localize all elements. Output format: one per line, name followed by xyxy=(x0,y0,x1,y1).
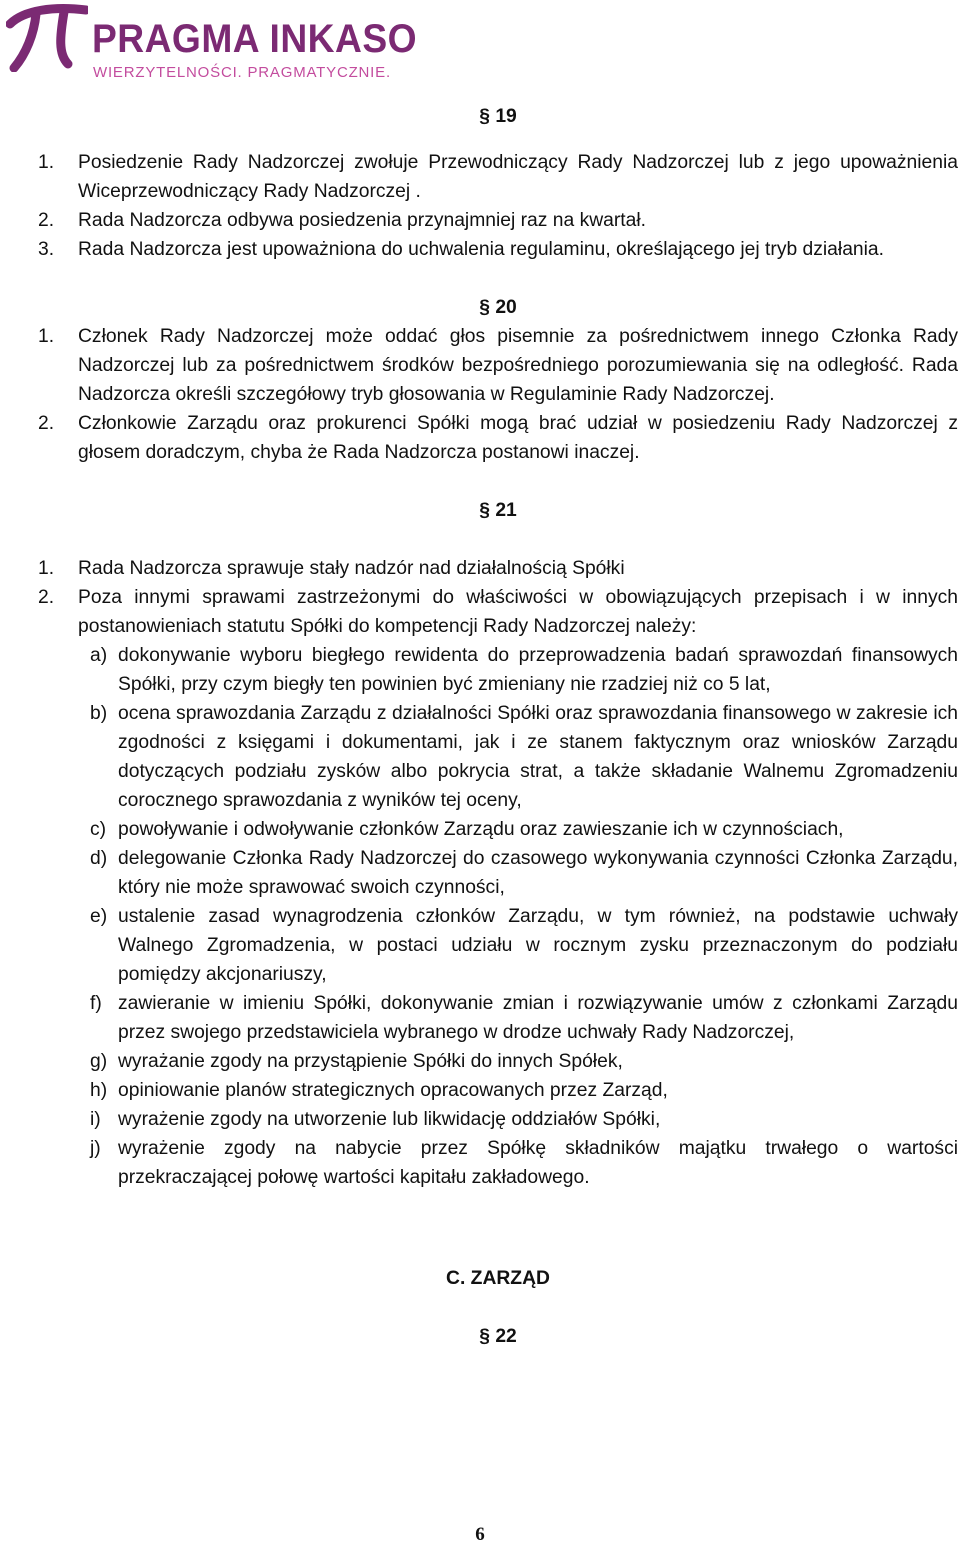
item-text: Rada Nadzorcza jest upoważniona do uchwalenia regulaminu, określającego jej tryb działania. xyxy=(78,239,884,260)
page-number: 6 xyxy=(475,1524,485,1545)
sub-item-text: wyrażenie zgody na utworzenie lub likwidację oddziałów Spółki, xyxy=(118,1109,661,1130)
sub-item-text: ocena sprawozdania Zarządu z działalności Spółki oraz sprawozdania finansowego w zakresie ich zgodności z księgami i dokumentami, jak i ze stanem faktycznym oraz wniosków Zarządu dotyczących podziału zysków albo pokrycia strat, a także składanie Walnemu Zgromadzeniu corocznego sprawozdania z wyników tej oceny, xyxy=(118,703,958,811)
item-number: 3. xyxy=(38,239,55,260)
sub-item-letter: h) xyxy=(90,1080,108,1101)
list-item xyxy=(38,583,958,641)
item-number: 1. xyxy=(38,558,55,579)
list-item xyxy=(38,554,958,583)
logo-name: PRAGMA INKASO xyxy=(92,17,418,61)
sub-item xyxy=(38,1105,958,1134)
chapter-heading: C. ZARZĄD xyxy=(446,1268,550,1289)
sub-item-text: zawieranie w imieniu Spółki, dokonywanie zmian i rozwiązywanie umów z członkami Zarządu przez swojego przedstawiciela wybranego w drodze uchwały Rady Nadzorczej, xyxy=(118,993,958,1043)
sub-item xyxy=(38,641,958,699)
sub-item-text: opiniowanie planów strategicznych opracowanych przez Zarząd, xyxy=(118,1080,668,1101)
pi-logo-icon xyxy=(6,2,88,72)
document-body xyxy=(38,102,958,1351)
section-heading-19: § 19 xyxy=(479,106,517,127)
list-item xyxy=(38,148,958,206)
sub-item xyxy=(38,1076,958,1105)
sub-item-letter: b) xyxy=(90,703,108,724)
sub-item-text: wyrażenie zgody na nabycie przez Spółkę składników majątku trwałego o wartości przekraczającej połowę wartości kapitału zakładowego. xyxy=(118,1138,958,1188)
sub-item-letter: d) xyxy=(90,848,108,869)
item-text: Członek Rady Nadzorczej może oddać głos pisemnie za pośrednictwem innego Członka Rady Nadzorczej lub za pośrednictwem środków bezpośredniego porozumiewania się na odległość. Rada Nadzorcza określi szczegółowy tryb głosowania w Regulaminie Rady Nadzorczej. xyxy=(78,326,958,405)
sub-item-text: dokonywanie wyboru biegłego rewidenta do przeprowadzenia badań sprawozdań finansowych Spółki, przy czym biegły ten powinien być zmieniany nie rzadziej niż co 5 lat, xyxy=(118,645,958,695)
sub-item-letter: a) xyxy=(90,645,108,666)
sub-item-text: delegowanie Członka Rady Nadzorczej do czasowego wykonywania czynności Członka Zarządu, który nie może sprawować swoich czynności, xyxy=(118,848,958,898)
item-text: Rada Nadzorcza odbywa posiedzenia przynajmniej raz na kwartał. xyxy=(78,210,647,231)
section-heading-21: § 21 xyxy=(479,500,517,521)
list-item xyxy=(38,322,958,409)
item-text: Posiedzenie Rady Nadzorczej zwołuje Przewodniczący Rady Nadzorczej lub z jego upoważnienia Wiceprzewodniczący Rady Nadzorczej . xyxy=(78,152,958,202)
list-item xyxy=(38,409,958,467)
sub-item-text: powoływanie i odwoływanie członków Zarządu oraz zawieszanie ich w czynnościach, xyxy=(118,819,844,840)
item-text: Członkowie Zarządu oraz prokurenci Spółki mogą brać udział w posiedzeniu Rady Nadzorczej z głosem doradczym, chyba że Rada Nadzorcza postanowi inaczej. xyxy=(78,413,958,463)
sub-item xyxy=(38,815,958,844)
sub-item-text: ustalenie zasad wynagrodzenia członków Zarządu, w tym również, na podstawie uchwały Walnego Zgromadzenia, w postaci udziału w rocznym zysku przeznaczonym do podziału pomiędzy akcjonariuszy, xyxy=(118,906,958,985)
sub-item-text: wyrażanie zgody na przystąpienie Spółki do innych Spółek, xyxy=(118,1051,623,1072)
section-heading-20: § 20 xyxy=(479,297,517,318)
sub-item xyxy=(38,1134,958,1192)
sub-item-letter: c) xyxy=(90,819,107,840)
sub-item-letter: j) xyxy=(90,1138,101,1159)
sub-item-letter: g) xyxy=(90,1051,108,1072)
sub-item xyxy=(38,902,958,989)
item-number: 2. xyxy=(38,210,55,231)
list-item xyxy=(38,206,958,235)
sub-item xyxy=(38,989,958,1047)
sub-item xyxy=(38,844,958,902)
item-text: Rada Nadzorcza sprawuje stały nadzór nad działalnością Spółki xyxy=(78,558,625,579)
item-number: 1. xyxy=(38,152,55,173)
sub-item xyxy=(38,699,958,815)
section-heading-22: § 22 xyxy=(479,1326,517,1347)
item-number: 1. xyxy=(38,326,55,347)
sub-item-letter: e) xyxy=(90,906,108,927)
item-number: 2. xyxy=(38,413,55,434)
item-text: Poza innymi sprawami zastrzeżonymi do właściwości w obowiązujących przepisach i w innych postanowieniach statutu Spółki do kompetencji Rady Nadzorczej należy: xyxy=(78,587,958,637)
list-item xyxy=(38,235,958,264)
sub-item-letter: f) xyxy=(90,993,102,1014)
item-number: 2. xyxy=(38,587,55,608)
sub-item-letter: i) xyxy=(90,1109,101,1130)
sub-item xyxy=(38,1047,958,1076)
logo-tagline: WIERZYTELNOŚCI. PRAGMATYCZNIE. xyxy=(93,64,391,81)
company-logo xyxy=(0,0,430,92)
